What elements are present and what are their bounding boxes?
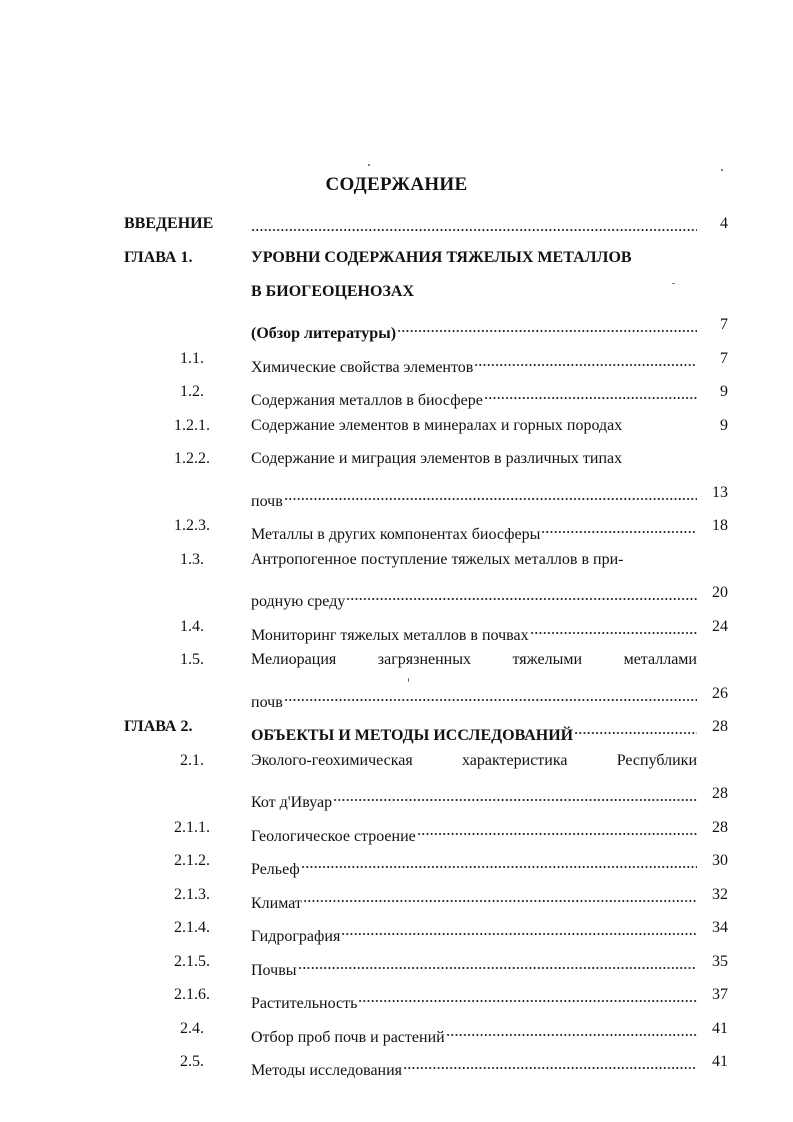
toc-entry-section[interactable] — [0, 982, 793, 1012]
section-number: 1.2.3. — [174, 517, 210, 534]
section-title-justified — [251, 748, 697, 774]
page-number: 24 — [712, 618, 728, 635]
section-title-cell — [251, 848, 697, 878]
toc-entry-section[interactable] — [0, 882, 793, 912]
dot-leader — [403, 1049, 697, 1075]
section-title-cell — [251, 513, 697, 543]
toc-entry-section[interactable] — [0, 513, 793, 543]
toc-entry-section[interactable] — [0, 446, 793, 472]
toc-entry-section-cont[interactable] — [0, 480, 793, 510]
page-number: 30 — [712, 852, 728, 869]
dot-leader — [346, 580, 697, 606]
toc-entry-section[interactable] — [0, 815, 793, 845]
section-title-cell — [251, 480, 697, 510]
section-title-cell — [251, 882, 697, 912]
section-title: Металлы в других компонентах биосферы — [251, 526, 541, 543]
section-title-cell — [251, 781, 697, 811]
chapter-title-cell — [251, 714, 697, 744]
toc-entry-section[interactable] — [0, 346, 793, 376]
title-word: тяжелыми — [512, 651, 583, 668]
page-number: 32 — [712, 886, 728, 903]
toc-entry-section[interactable] — [0, 949, 793, 979]
toc-entry-chapter1-cont — [0, 279, 793, 305]
dot-leader — [541, 513, 697, 539]
chapter-subtitle: (Обзор литературы) — [251, 325, 397, 342]
dot-leader — [298, 949, 698, 975]
section-title: Гидрография — [251, 928, 341, 945]
section-number: 2.1.3. — [174, 886, 210, 903]
title-word: Мелиорация — [251, 651, 337, 668]
section-title: Содержание элементов в минералах и горных породах — [251, 417, 623, 434]
section-title-cell — [251, 815, 697, 845]
section-title-cell — [251, 915, 697, 945]
section-number: 2.5. — [180, 1053, 204, 1070]
dot-leader — [301, 848, 697, 874]
page-number: 9 — [720, 417, 728, 434]
section-number: 1.2.2. — [174, 450, 210, 467]
dot-leader — [303, 882, 697, 908]
page-number: 28 — [712, 785, 728, 802]
toc-entry-section-cont[interactable] — [0, 781, 793, 811]
section-number: 2.1.1. — [174, 819, 210, 836]
section-title: Содержание и миграция элементов в различных типах — [251, 450, 623, 467]
page-number: 41 — [712, 1020, 728, 1037]
page-number: 34 — [712, 919, 728, 936]
section-title: Химические свойства элементов — [251, 359, 474, 376]
title-word: металлами — [623, 651, 697, 668]
page-number: 35 — [712, 953, 728, 970]
section-number: 1.4. — [180, 618, 204, 635]
toc-entry-section[interactable] — [0, 379, 793, 409]
dot-leader — [530, 614, 697, 640]
section-title-cell — [251, 949, 697, 979]
section-number: 2.1.2. — [174, 852, 210, 869]
title-word: Эколого-геохимическая — [251, 752, 413, 769]
section-title-cell — [251, 982, 697, 1012]
toc-entry-chapter1-cont[interactable] — [0, 312, 793, 342]
dot-leader — [284, 480, 697, 506]
intro-leader-cell — [251, 211, 697, 237]
page-number: 9 — [720, 383, 728, 400]
page-number: 41 — [712, 1053, 728, 1070]
dot-leader — [446, 1016, 697, 1042]
chapter-label: ГЛАВА 1. — [124, 249, 193, 266]
section-title-cell — [251, 614, 697, 644]
title-word: загрязненных — [377, 651, 471, 668]
section-title: Антропогенное поступление тяжелых металлов в при- — [251, 551, 624, 568]
section-number: 2.1.5. — [174, 953, 210, 970]
section-title-cell — [251, 379, 697, 409]
page-title: СОДЕРЖАНИЕ — [325, 174, 468, 195]
toc-entry-section[interactable] — [0, 547, 793, 573]
section-title-cell — [251, 346, 697, 376]
toc-entry-chapter1[interactable] — [0, 245, 793, 271]
chapter-label: ГЛАВА 2. — [124, 718, 193, 735]
dot-leader — [251, 211, 697, 237]
section-title: почв — [251, 694, 283, 711]
toc-entry-section-cont[interactable] — [0, 681, 793, 711]
page-number: 28 — [712, 819, 728, 836]
section-number: 2.1. — [180, 752, 204, 769]
section-number: 2.1.6. — [174, 986, 210, 1003]
toc-entry-section[interactable] — [0, 614, 793, 644]
page-number: 7 — [720, 316, 728, 333]
section-title: Геологическое строение — [251, 828, 416, 845]
page-number: 26 — [712, 685, 728, 702]
section-title: Рельеф — [251, 861, 300, 878]
section-title-cell — [251, 580, 697, 610]
section-number: 1.1. — [180, 350, 204, 367]
section-title: родную среду — [251, 593, 346, 610]
section-number: 1.2.1. — [174, 417, 210, 434]
dot-leader — [417, 815, 697, 841]
page-number: 28 — [712, 718, 728, 735]
page-number: 18 — [712, 517, 728, 534]
section-title: Отбор проб почв и растений — [251, 1029, 445, 1046]
dot-leader — [341, 915, 697, 941]
toc-entry-intro[interactable] — [0, 211, 793, 237]
section-title-cell — [251, 681, 697, 711]
title-word: Республики — [616, 752, 697, 769]
dot-leader — [484, 379, 697, 405]
section-number: 2.4. — [180, 1020, 204, 1037]
dot-leader — [574, 714, 697, 740]
section-title: Содержания металлов в биосфере — [251, 392, 483, 409]
section-title: почв — [251, 493, 283, 510]
scan-speck — [721, 169, 723, 171]
toc-entry-section[interactable] — [0, 915, 793, 945]
section-title-justified — [251, 647, 697, 673]
dot-leader — [333, 781, 697, 807]
section-title: Методы исследования — [251, 1062, 403, 1079]
toc-entry-section[interactable] — [0, 1049, 793, 1079]
section-number: 2.1.4. — [174, 919, 210, 936]
page-number: 13 — [712, 484, 728, 501]
intro-label: ВВЕДЕНИЕ — [124, 215, 214, 232]
dot-leader — [397, 312, 697, 338]
section-title-cell — [251, 1016, 697, 1046]
chapter-title: УРОВНИ СОДЕРЖАНИЯ ТЯЖЕЛЫХ МЕТАЛЛОВ — [251, 249, 632, 266]
toc-entry-chapter2[interactable] — [0, 714, 793, 744]
section-number: 1.3. — [180, 551, 204, 568]
dot-leader — [284, 681, 697, 707]
title-word: характеристика — [461, 752, 568, 769]
toc-entry-section[interactable] — [0, 748, 793, 774]
section-title: Мониторинг тяжелых металлов в почвах — [251, 627, 529, 644]
page-number: 20 — [712, 584, 728, 601]
section-number: 1.5. — [180, 651, 204, 668]
section-title: Климат — [251, 895, 302, 912]
page-number: 37 — [712, 986, 728, 1003]
section-title: Почвы — [251, 962, 297, 979]
toc-entry-section[interactable] — [0, 848, 793, 878]
chapter-title: В БИОГЕОЦЕНОЗАХ — [251, 283, 414, 300]
page-number: 7 — [720, 350, 728, 367]
chapter-title-cell — [251, 312, 697, 342]
dot-leader — [358, 982, 697, 1008]
toc-entry-section[interactable] — [0, 1016, 793, 1046]
chapter-title: ОБЪЕКТЫ И МЕТОДЫ ИССЛЕДОВАНИЙ — [251, 727, 574, 744]
toc-entry-section[interactable] — [0, 413, 793, 439]
toc-entry-section-cont[interactable] — [0, 580, 793, 610]
section-title-cell — [251, 1049, 697, 1079]
section-title: Растительность — [251, 995, 358, 1012]
dot-leader — [474, 346, 697, 372]
page-number: 4 — [720, 215, 728, 232]
toc-entry-section[interactable] — [0, 647, 793, 673]
section-number: 1.2. — [180, 383, 204, 400]
section-title: Кот д'Ивуар — [251, 794, 333, 811]
scan-speck — [368, 164, 370, 166]
